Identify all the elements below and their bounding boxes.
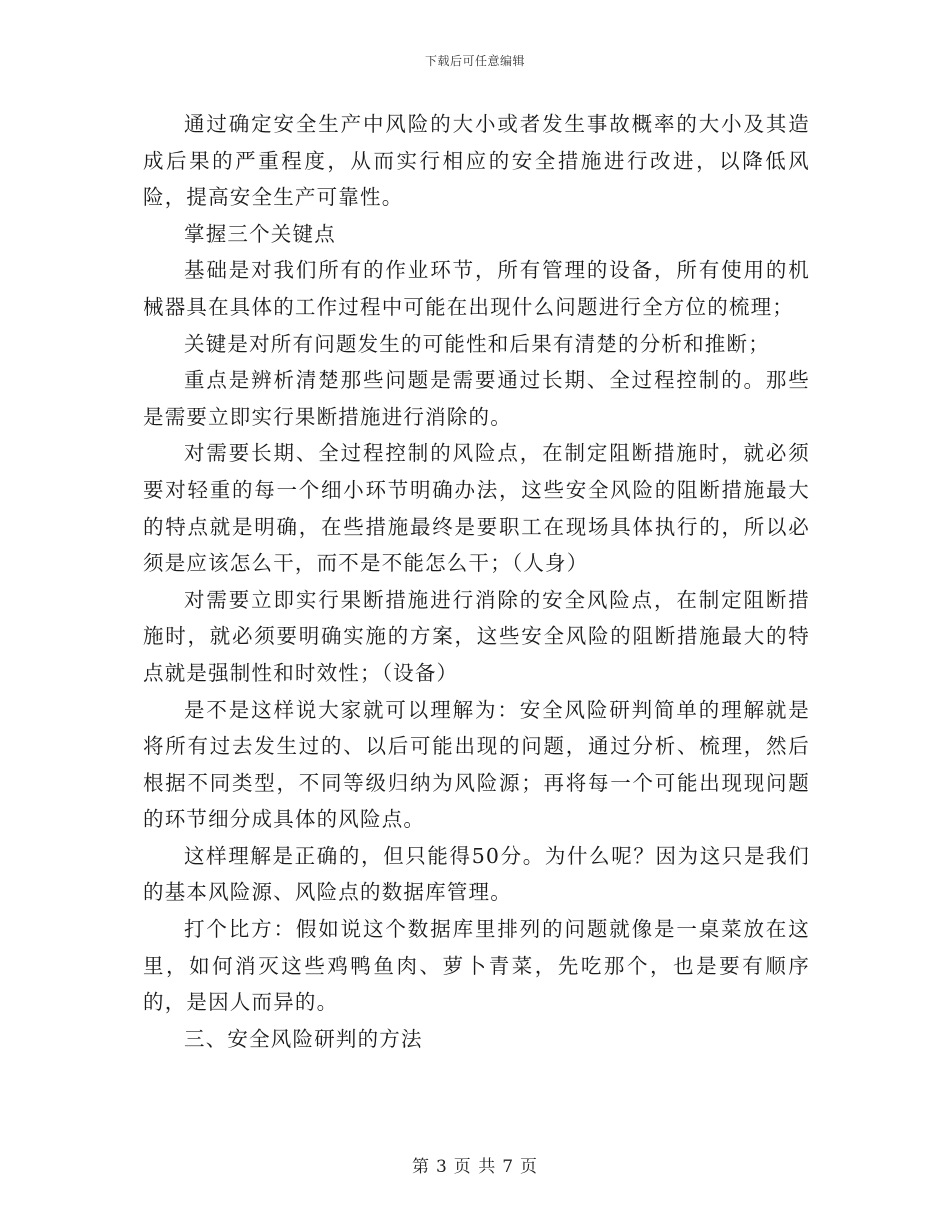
paragraph: 通过确定安全生产中风险的大小或者发生事故概率的大小及其造成后果的严重程度，从而实行相应的安全措施进行改进，以降低风险，提高安全生产可靠性。 [143,112,810,210]
paragraph: 打个比方：假如说这个数据库里排列的问题就像是一桌菜放在这里，如何消灭这些鸡鸭鱼肉、萝卜青菜，先吃那个，也是要有顺序的，是因人而异的。 [143,917,810,1015]
section-heading: 三、安全风险研判的方法 [184,1026,423,1051]
footer-prefix: 第 [411,1157,430,1177]
paragraph: 对需要立即实行果断措施进行消除的安全风险点，在制定阻断措施时，就必须要明确实施的方案，这些安全风险的阻断措施最大的特点就是强制性和时效性；（设备） [143,587,810,685]
page-footer [0,1152,950,1177]
document-body [143,106,810,1057]
total-pages: 7 [502,1157,515,1177]
paragraph: 是不是这样说大家就可以理解为：安全风险研判简单的理解就是将所有过去发生过的、以后可能出现的问题，通过分析、梳理，然后根据不同类型，不同等级归纳为风险源；再将每一个可能出现现问题的环节细分成具体的风险点。 [143,697,810,832]
paragraph: 对需要长期、全过程控制的风险点，在制定阻断措施时，就必须要对轻重的每一个细小环节明确办法，这些安全风险的阻断措施最大的特点就是明确，在些措施最终是要职工在现场具体执行的，所以必须是应该怎么干，而不是不能怎么干；（人身） [143,441,810,576]
section-heading: 掌握三个关键点 [184,221,336,246]
footer-middle: 页 共 [453,1157,497,1177]
paragraph: 这样理解是正确的，但只能得50分。为什么呢？因为这只是我们的基本风险源、风险点的数据库管理。 [143,843,810,905]
paragraph: 重点是辨析清楚那些问题是需要通过长期、全过程控制的。那些是需要立即实行果断措施进行消除的。 [143,368,810,429]
footer-suffix: 页 [520,1157,539,1177]
page-number: 3 [435,1157,448,1177]
header-note: 下载后可任意编辑 [424,54,525,68]
paragraph: 基础是对我们所有的作业环节，所有管理的设备，所有使用的机械器具在具体的工作过程中可能在出现什么问题进行全方位的梳理； [143,258,810,319]
paragraph: 关键是对所有问题发生的可能性和后果有清楚的分析和推断； [184,331,770,356]
